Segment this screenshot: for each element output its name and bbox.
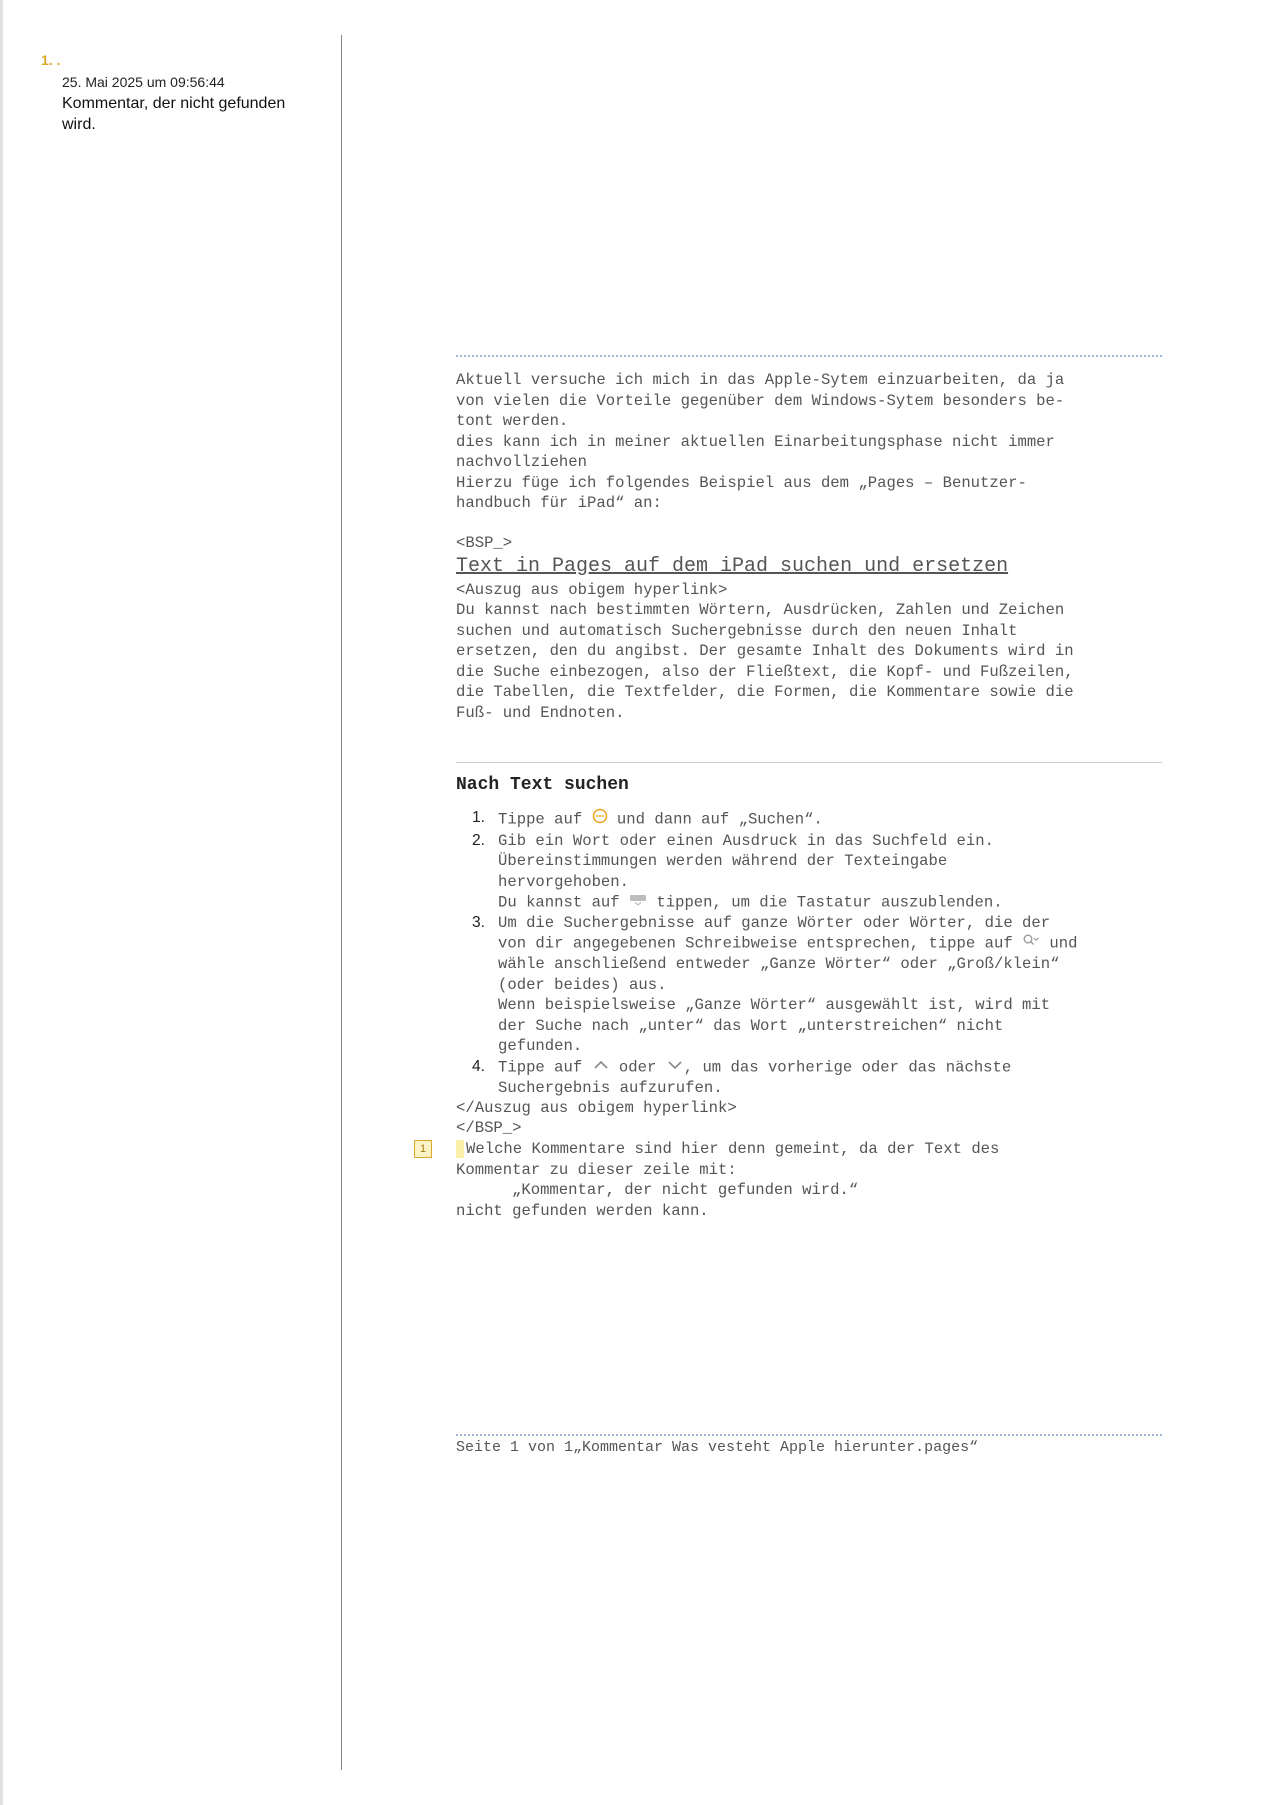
excerpt-line: Du kannst nach bestimmten Wörtern, Ausdrücken, Zahlen und Zeichen — [456, 601, 1065, 619]
search-options-icon — [1022, 933, 1040, 954]
step-text: gefunden. — [498, 1037, 583, 1056]
step-number: 3. — [472, 913, 486, 931]
step-text: der Suche nach „unter“ das Wort „unterstreichen“ nicht — [498, 1016, 1004, 1035]
more-circle-icon — [592, 808, 608, 831]
list-item — [456, 913, 1077, 1057]
step-text: von dir angegebenen Schreibweise entsprechen, tippe auf — [498, 934, 1023, 953]
intro-line: Aktuell versuche ich mich in das Apple-Sytem einzuarbeiten, da ja — [456, 371, 1065, 389]
step-text: (oder beides) aus. — [498, 975, 667, 994]
intro-line: nachvollziehen — [456, 453, 588, 471]
step-text: und dann auf „Suchen“. — [607, 810, 823, 829]
question-line: nicht gefunden werden kann. — [456, 1201, 709, 1220]
comment-number[interactable]: 1. . — [41, 52, 61, 68]
step-number: 4. — [472, 1057, 486, 1075]
bsp-open-tag: <BSP_> — [456, 534, 513, 552]
list-item — [456, 808, 1077, 831]
step-text: oder — [609, 1058, 666, 1077]
excerpt-line: die Tabellen, die Textfelder, die Formen, die Kommentare sowie die — [456, 683, 1074, 701]
header-boundary — [456, 355, 1162, 357]
step-text: Tippe auf — [498, 1058, 592, 1077]
chevron-down-icon — [666, 1057, 684, 1078]
keyboard-hide-icon — [629, 892, 647, 913]
excerpt-paragraph — [456, 600, 1074, 723]
excerpt-line: die Suche einbezogen, also der Fließtext, die Kopf- und Fußzeilen, — [456, 662, 1074, 681]
list-item — [456, 1057, 1077, 1098]
comment-text[interactable]: Kommentar, der nicht gefunden wird. — [62, 95, 286, 133]
footer-boundary — [456, 1434, 1162, 1436]
intro-line: handbuch für iPad“ an: — [456, 494, 662, 512]
question-quote: „Kommentar, der nicht gefunden wird.“ — [512, 1181, 859, 1199]
step-number: 2. — [472, 831, 486, 849]
question-paragraph — [456, 1139, 999, 1221]
question-line: Welche Kommentare sind hier denn gemeint, da der Text des — [466, 1140, 1000, 1158]
excerpt-open-tag: <Auszug aus obigem hyperlink> — [456, 581, 728, 599]
steps-list — [456, 808, 1077, 1098]
comment-anchor-highlight — [456, 1140, 464, 1158]
step-text: Tippe auf — [498, 810, 592, 829]
step-text: , um das vorherige oder das nächste — [683, 1058, 1012, 1077]
step-text: Um die Suchergebnisse auf ganze Wörter oder Wörter, die der — [498, 913, 1051, 932]
comment-marker[interactable]: 1 — [414, 1140, 432, 1158]
step-text: Gib ein Wort oder einen Ausdruck in das Suchfeld ein. — [498, 831, 994, 850]
intro-line: tont werden. — [456, 412, 569, 430]
step-text: wähle anschließend entweder „Ganze Wörter“ oder „Groß/klein“ — [498, 955, 1060, 974]
step-text: Du kannst auf — [498, 893, 630, 912]
comment-date: 25. Mai 2025 um 09:56:44 — [62, 74, 225, 90]
question-line: Kommentar zu dieser zeile mit: — [456, 1160, 737, 1179]
step-text: hervorgehoben. — [498, 872, 630, 891]
comment-sidebar — [0, 0, 340, 1770]
excerpt-line: ersetzen, den du angibst. Der gesamte Inhalt des Dokuments wird in — [456, 642, 1074, 660]
step-text: Übereinstimmungen werden während der Texteingabe — [498, 852, 948, 870]
excerpt-line: Fuß- und Endnoten. — [456, 703, 625, 722]
chevron-up-icon — [592, 1057, 610, 1078]
step-number: 1. — [472, 809, 486, 826]
bsp-close-tag: </BSP_> — [456, 1119, 522, 1137]
section-rule — [456, 762, 1162, 763]
excerpt-line: suchen und automatisch Suchergebnisse durch den neuen Inhalt — [456, 621, 1018, 640]
hyperlink-title[interactable]: Text in Pages auf dem iPad suchen und ersetzen — [456, 555, 1009, 578]
list-item — [456, 831, 1077, 913]
step-text: Suchergebnis aufzurufen. — [498, 1078, 723, 1097]
page-footer: Seite 1 von 1„Kommentar Was vesteht Apple hierunter.pages“ — [456, 1439, 979, 1456]
excerpt-close-tag: </Auszug aus obigem hyperlink> — [456, 1099, 737, 1117]
step-text: und — [1040, 934, 1078, 953]
step-text: Wenn beispielsweise „Ganze Wörter“ ausgewählt ist, wird mit — [498, 996, 1051, 1015]
intro-line: dies kann ich in meiner aktuellen Einarbeitungsphase nicht immer — [456, 432, 1055, 451]
intro-line: von vielen die Vorteile gegenüber dem Windows-Sytem besonders be- — [456, 391, 1065, 410]
section-heading: Nach Text suchen — [456, 775, 629, 795]
intro-paragraph — [456, 370, 1064, 514]
intro-line: Hierzu füge ich folgendes Beispiel aus dem „Pages – Benutzer- — [456, 473, 1027, 492]
step-text: tippen, um die Tastatur auszublenden. — [647, 893, 1003, 912]
sidebar-divider — [341, 35, 342, 1770]
